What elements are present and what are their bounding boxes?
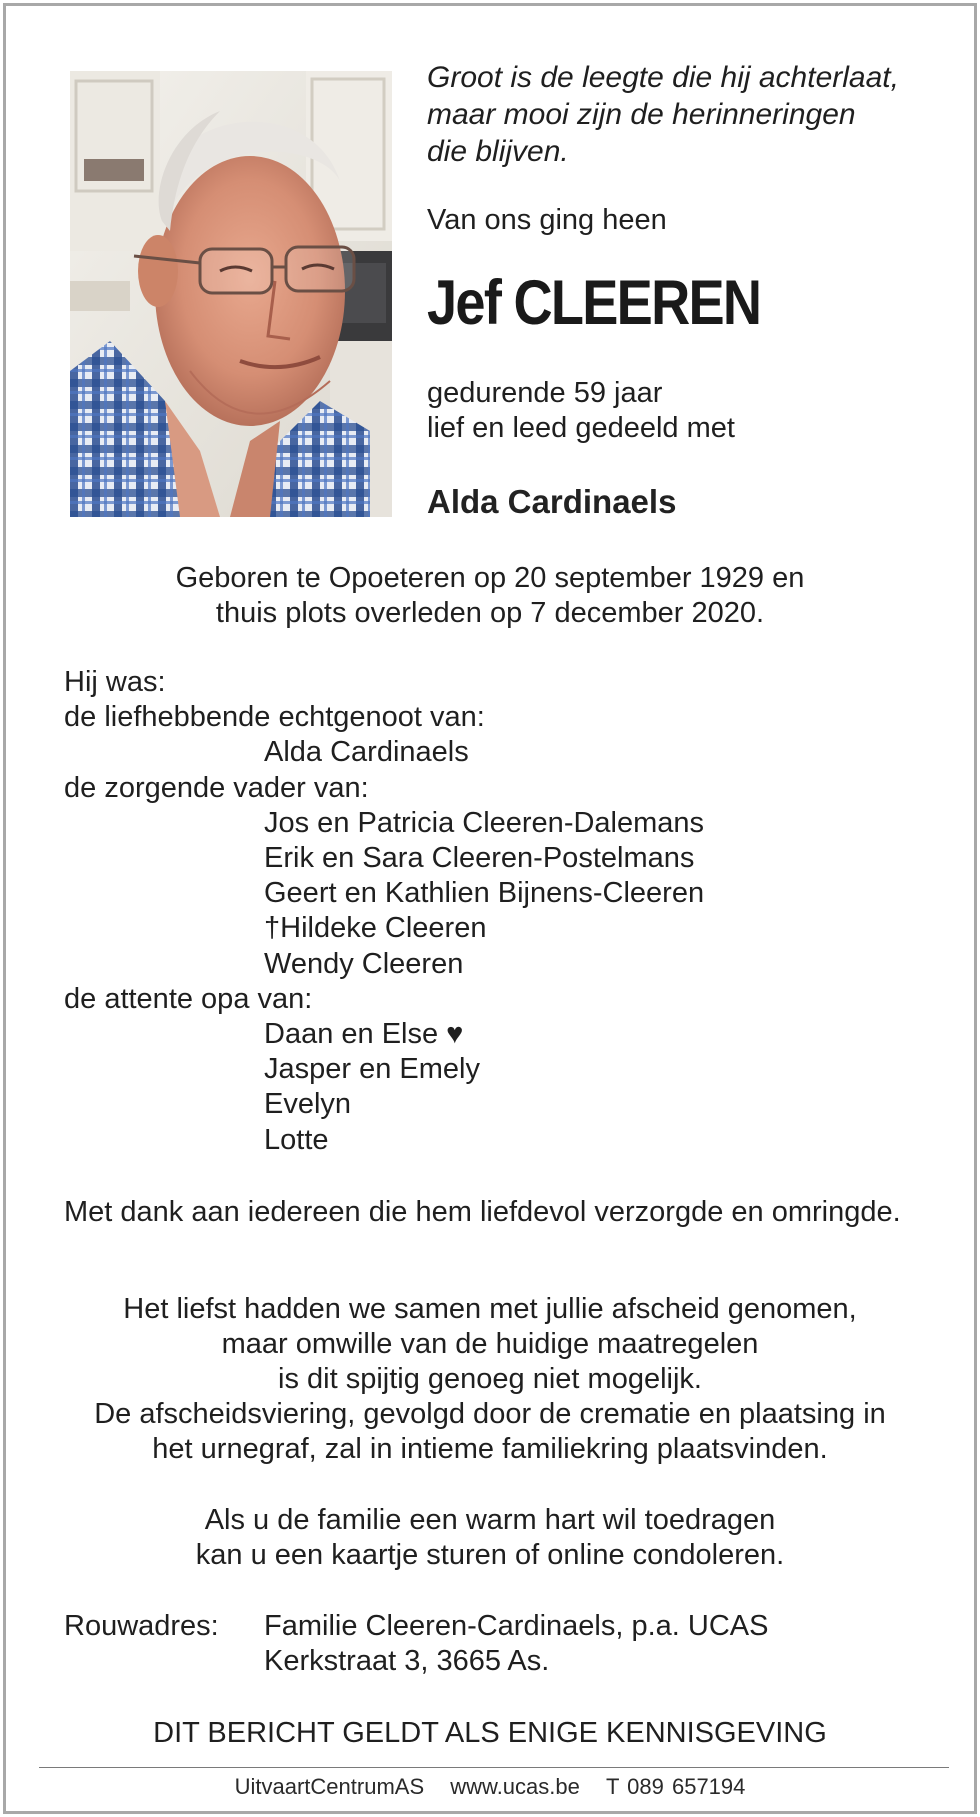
thanks-text: Met dank aan iedereen die hem liefdevol verzorgde en omringde. [64, 1196, 901, 1228]
quote-line-1: Groot is de leegte die hij achterlaat, [427, 61, 899, 94]
sympathy-text [6, 1503, 974, 1573]
birth-death-text [6, 561, 974, 631]
portrait-photo [70, 71, 392, 517]
footer-phone: T 089 657194 [606, 1774, 746, 1799]
partner-name: Alda Cardinaels [427, 483, 677, 520]
grandchild-item: Jasper en Emely [264, 1053, 480, 1086]
address-line-2: Kerkstraat 3, 3665 As. [264, 1645, 550, 1677]
child-item: †Hildeke Cleeren [264, 912, 487, 945]
grandchild-item: Daan en Else ♥ [264, 1018, 464, 1051]
marriage-text [427, 376, 735, 446]
child-item: Jos en Patricia Cleeren-Dalemans [264, 806, 705, 839]
address-value [264, 1609, 768, 1679]
grandchild-item: Evelyn [264, 1088, 352, 1121]
notice-text: DIT BERICHT GELDT ALS ENIGE KENNISGEVING [153, 1717, 827, 1749]
born-line-2: thuis plots overleden op 7 december 2020. [215, 597, 765, 629]
sympathy-line: Als u de familie een warm hart wil toedragen [204, 1504, 776, 1536]
grandfather-label: de attente opa van: [64, 982, 313, 1015]
spouse-label: de liefhebbende echtgenoot van: [64, 701, 485, 734]
obituary-card [3, 3, 977, 1814]
address-label: Rouwadres: [64, 1610, 219, 1642]
family-list [64, 665, 944, 1158]
born-line-1: Geboren te Opoeteren op 20 september 1929 en [175, 562, 805, 594]
quote-line-2: maar mooi zijn de herinneringen [427, 98, 856, 131]
farewell-line: is dit spijtig genoeg niet mogelijk. [278, 1363, 702, 1395]
footer [6, 1772, 974, 1802]
sympathy-line: kan u een kaartje sturen of online condoleren. [195, 1539, 785, 1571]
child-item: Geert en Kathlien Bijnens-Cleeren [264, 877, 705, 910]
footer-company: UitvaartCentrumAS [234, 1774, 425, 1799]
farewell-line: Het liefst hadden we samen met jullie afscheid genomen, [123, 1293, 857, 1325]
marriage-line-2: lief en leed gedeeld met [427, 412, 735, 444]
quote-line-3: die blijven. [427, 135, 569, 168]
memorial-quote [427, 59, 947, 170]
father-label: de zorgende vader van: [64, 771, 369, 804]
farewell-line: het urnegraf, zal in intieme familiekring plaatsvinden. [152, 1433, 828, 1465]
portrait-photo-image [70, 71, 392, 517]
grandchild-item: Lotte [264, 1123, 329, 1156]
child-item: Wendy Cleeren [264, 947, 464, 980]
passing-intro: Van ons ging heen [427, 204, 667, 236]
farewell-line: De afscheidsviering, gevolgd door de crematie en plaatsing in [94, 1398, 886, 1430]
marriage-line-1: gedurende 59 jaar [427, 377, 663, 409]
footer-website[interactable]: www.ucas.be [450, 1774, 580, 1799]
farewell-line: maar omwille van de huidige maatregelen [221, 1328, 759, 1360]
footer-divider [39, 1767, 949, 1768]
address-line-1: Familie Cleeren-Cardinaels, p.a. UCAS [264, 1610, 769, 1642]
spouse-name: Alda Cardinaels [264, 736, 469, 769]
child-item: Erik en Sara Cleeren-Postelmans [264, 842, 695, 875]
family-intro: Hij was: [64, 666, 166, 698]
farewell-text [6, 1292, 974, 1467]
deceased-name: Jef CLEEREN [427, 268, 761, 338]
